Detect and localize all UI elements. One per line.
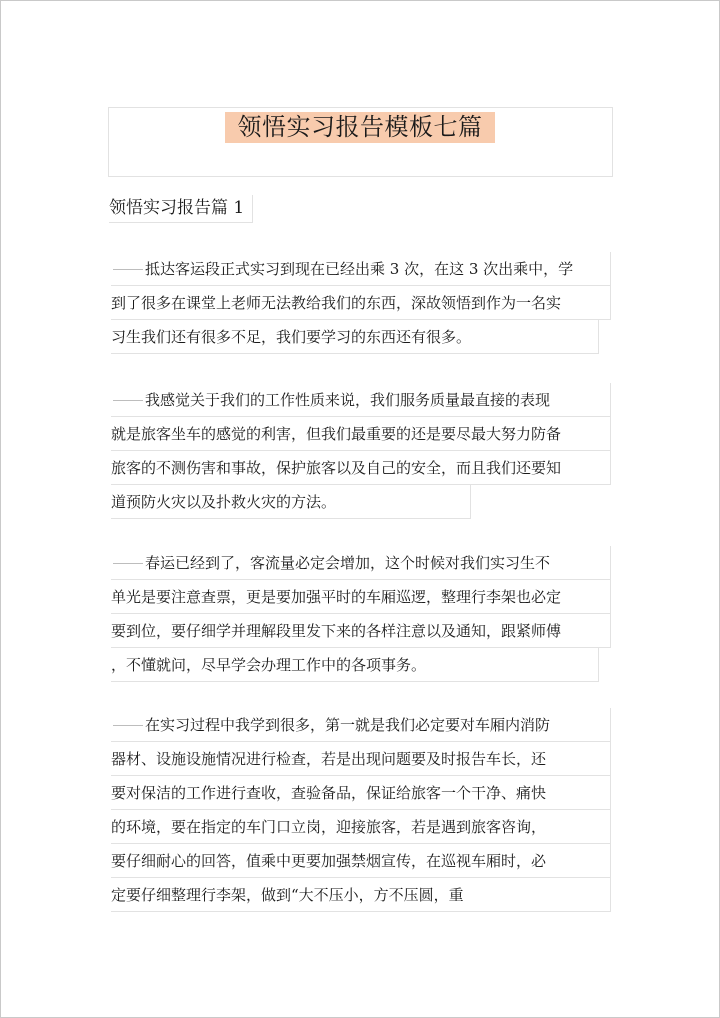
paragraph-line: 要到位，要仔细学并理解段里发下来的各样注意以及通知，跟紧师傅 (111, 614, 611, 648)
paragraph-line: 春运已经到了，客流量必定会增加，这个时候对我们实习生不 (111, 546, 611, 580)
paragraph-line: 习生我们还有很多不足，我们要学习的东西还有很多。 (111, 320, 599, 354)
paragraph-line: 要对保洁的工作进行查收，查验备品，保证给旅客一个干净、痛快 (111, 776, 611, 810)
paragraph-line: 器材、设施设施情况进行检查，若是出现问题要及时报告车长，还 (111, 742, 611, 776)
paragraph-line: 的环境，要在指定的车门口立岗，迎接旅客，若是遇到旅客咨询， (111, 810, 611, 844)
paragraph-line: 旅客的不测伤害和事故，保护旅客以及自己的安全，而且我们还要知 (111, 451, 611, 485)
paragraph-line: 到了很多在课堂上老师无法教给我们的东西，深故领悟到作为一名实 (111, 286, 611, 320)
paragraph-line: 要仔细耐心的回答，值乘中更要加强禁烟宣传，在巡视车厢时，必 (111, 844, 611, 878)
paragraph-line: 就是旅客坐车的感觉的利害，但我们最重要的还是要尽最大努力防备 (111, 417, 611, 451)
paragraph-line: 在实习过程中我学到很多，第一就是我们必定要对车厢内消防 (111, 708, 611, 742)
paragraph-line: 定要仔细整理行李架，做到“大不压小，方不压圆，重 (111, 878, 611, 912)
paragraph-line: 道预防火灾以及扑救火灾的方法。 (111, 485, 471, 519)
paragraph-line: 我感觉关于我们的工作性质来说，我们服务质量最直接的表现 (111, 383, 611, 417)
paragraph-2 (111, 383, 611, 519)
paragraph-3 (111, 546, 611, 682)
section-heading: 领悟实习报告篇 1 (109, 195, 253, 223)
paragraph-1 (111, 252, 611, 354)
document-title: 领悟实习报告模板七篇 (225, 112, 495, 143)
paragraph-line: ，不懂就问，尽早学会办理工作中的各项事务。 (111, 648, 599, 682)
paragraph-line: 单光是要注意查票，更是要加强平时的车厢巡逻，整理行李架也必定 (111, 580, 611, 614)
title-box (108, 107, 613, 177)
paragraph-4 (111, 708, 611, 912)
paragraph-line: 抵达客运段正式实习到现在已经出乘 3 次，在这 3 次出乘中，学 (111, 252, 611, 286)
